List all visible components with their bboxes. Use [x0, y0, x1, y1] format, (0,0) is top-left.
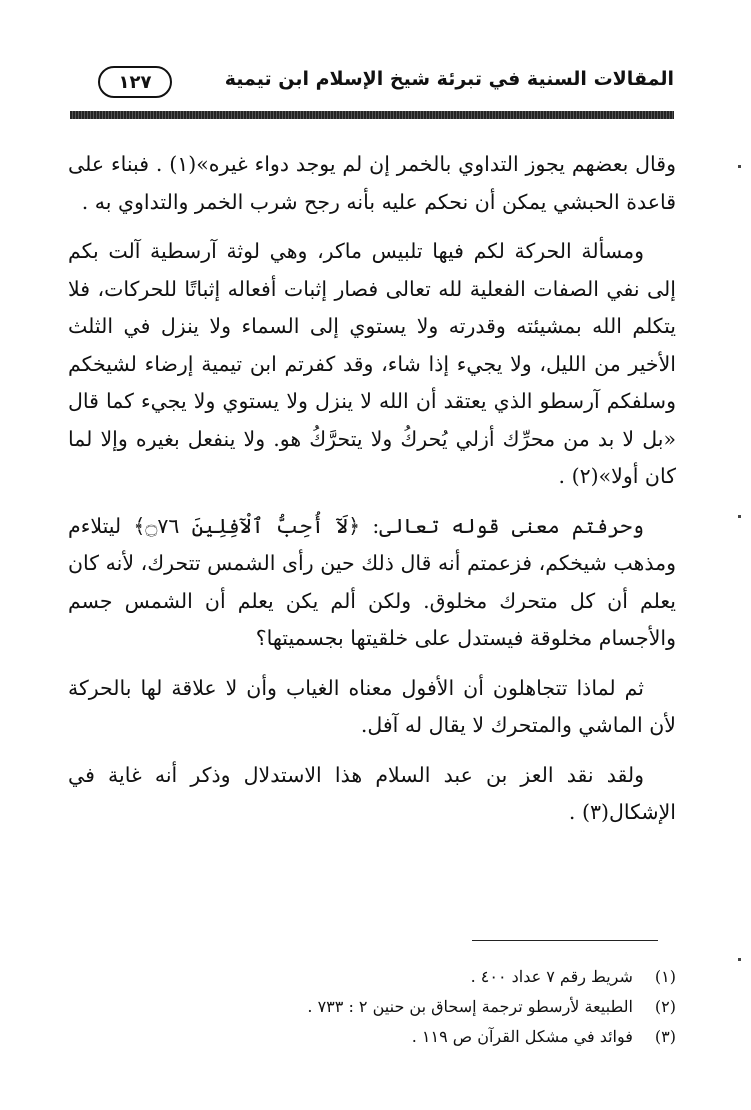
scan-speck: [738, 515, 741, 518]
running-title: المقالات السنية في تبرئة شيخ الإسلام ابن تيمية: [224, 68, 674, 90]
scan-speck: [738, 958, 741, 961]
paragraph: ثم لماذا تتجاهلون أن الأفول معناه الغياب وأن لا علاقة لها بالحركة لأن الماشي والمتحرك لا يقال له آفل.: [68, 675, 676, 737]
footnotes: [200, 962, 676, 1052]
footnote-number: (١): [654, 967, 676, 986]
page-header: [70, 62, 674, 108]
header-rule: [70, 111, 674, 119]
footnote-item: [200, 992, 676, 1022]
paragraph: وحرفتم معنى قوله تعالى: ﴿لَآ أُحِبُّ ٱلْآفِلِينَ ۝٧٦﴾ ليتلاءم ومذهب شيخكم، فزعمتم أنه قال ذلك حين رأى الشمس تتحرك، لأنه كان يعلم أن كل متحرك مخلوق. ولكن ألم يكن يعلم أن الشمس جسم والأجسام مخلوقة فيستدل على خلقيتها بجسميتها؟: [68, 513, 676, 650]
scan-speck: [738, 165, 741, 168]
footnote-text: الطبيعة لأرسطو ترجمة إسحاق بن حنين ٢ : ٧٣٣ .: [307, 997, 633, 1016]
paragraph: وقال بعضهم يجوز التداوي بالخمر إن لم يوجد دواء غيره»(١) . فبناء على قاعدة الحبشي يمكن أن نحكم عليه بأنه رجح شرب الخمر والتداوي به .: [68, 152, 676, 214]
footnote-text: شريط رقم ٧ عداد ٤٠٠ .: [470, 967, 633, 986]
footnote-item: [200, 1022, 676, 1052]
footnote-number: (٢): [654, 997, 676, 1016]
page-number: ١٢٧: [98, 66, 172, 98]
main-text: [68, 146, 676, 844]
footnote-text: فوائد في مشكل القرآن ص ١١٩ .: [411, 1027, 633, 1046]
footnote-item: [200, 962, 676, 992]
footnote-separator: [472, 940, 658, 941]
footnote-number: (٣): [654, 1027, 676, 1046]
paragraph: ومسألة الحركة لكم فيها تلبيس ماكر، وهي لوثة آرسطية آلت بكم إلى نفي الصفات الفعلية لله تعالى فصار إثبات أفعاله إثباتًا للحركات، فلا يتكلم الله بمشيئته وقدرته ولا يستوي إلى السماء ولا ينزل في الثلث الأخير من الليل، ولا يجيء إذا شاء، وقد كفرتم ابن تيمية إرضاء لشيخكم وسلفكم آرسطو الذي يعتقد أن الله لا ينزل ولا يستوي ولا يجيء كما قال «بل لا بد من محرِّك أزلي يُحركُ ولا يتحرَّكُ هو. ولا ينفعل بغيره وإلا لما كان أولا»(٢) .: [68, 239, 676, 488]
paragraph: ولقد نقد العز بن عبد السلام هذا الاستدلال وذكر أنه غاية في الإشكال(٣) .: [68, 762, 676, 824]
